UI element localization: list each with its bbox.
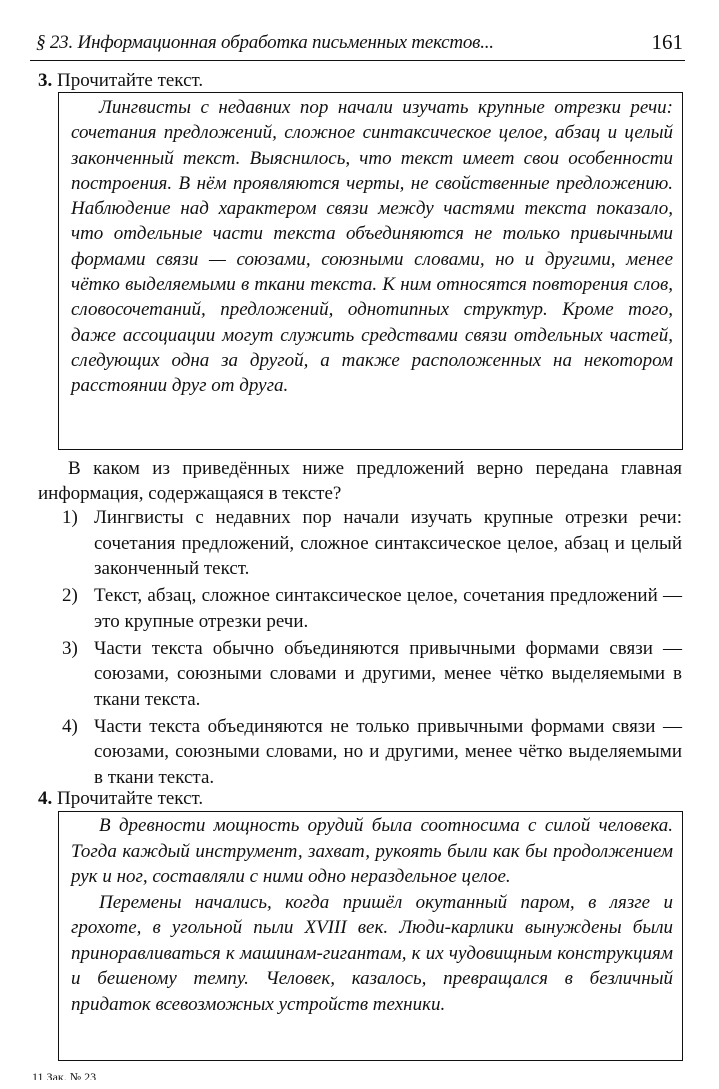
task-4-number: 4. (38, 788, 53, 809)
task-4-heading (38, 787, 203, 811)
task-3-instruction: Прочитайте текст. (57, 70, 204, 91)
task-4-passage-paragraph-1: В древности мощность орудий была соотносима с силой человека. Тогда каждый инструмент, захват, рукоять были как бы продолжением рук и ног, составляли с ними одно нераздельное целое. (71, 815, 673, 887)
running-head (30, 30, 685, 61)
printer-signature: 11 Зак. № 23 (32, 1070, 97, 1080)
answer-option-number: 1) (62, 507, 78, 528)
answer-option-text: Части текста обычно объединяются привычными формами связи — союзами, союзными словами и другими, менее чётко выделяемыми в ткани текста. (94, 637, 682, 710)
running-title: § 23. Информационная обработка письменных текстов... (36, 32, 494, 53)
task-4-instruction: Прочитайте текст. (57, 788, 204, 809)
answer-option-text: Лингвисты с недавних пор начали изучать крупные отрезки речи: сочетания предложений, сложное синтаксическое целое, абзац и целый законченный текст. (94, 507, 682, 579)
task-4-passage-paragraph-2: Перемены начались, когда пришёл окутанный паром, в лязге и грохоте, в угольной пыли XVIII век. Люди-карлики вынуждены были приноравливаться к машинам-гигантам, к их чудовищным конструкциям и бешеному темпу. Человек, казалось, превращался в безличный придаток всевозможных устройств техники. (71, 891, 673, 1015)
answer-option-4 (62, 714, 682, 791)
answer-option-number: 3) (62, 637, 78, 659)
task-3-passage-paragraph: Лингвисты с недавних пор начали изучать крупные отрезки речи: сочетания предложений, сложное синтаксическое целое, абзац и целый законченный текст. Выяснилось, что текст имеет свои особенности построения. В нём проявляются черты, не свойственные предложению. Наблюдение над характером связи между частями текста показало, что отдельные части текста объединяются не только привычными формами связи — союзами, союзными словами, но и другими, менее чётко выделяемыми в ткани текста. К ним относятся повторения слов, словосочетаний, предложений, однотипных структур. Кроме того, даже ассоциации могут служить средствами связи отдельных частей, следующих одна за другой, а также расположенных на некотором расстоянии друг от друга. (71, 97, 673, 397)
answer-option-text: Части текста объединяются не только привычными формами связи — союзами, союзными словами, но и другими, менее чётко выделяемыми в ткани текста. (94, 715, 682, 788)
task-3-number: 3. (38, 70, 53, 91)
task-3-passage-box (58, 92, 683, 450)
answer-option-text: Текст, абзац, сложное синтаксическое целое, сочетания предложений — это крупные отрезки речи. (94, 585, 682, 632)
task-3-heading (38, 69, 203, 93)
answer-options (62, 505, 682, 792)
answer-option-number: 2) (62, 585, 78, 606)
answer-option-2 (62, 583, 682, 634)
answer-option-1 (62, 505, 682, 582)
answer-option-3 (62, 636, 682, 713)
task-4-passage-box (58, 811, 683, 1061)
page-number: 161 (651, 30, 683, 54)
task-3-question: В каком из приведённых ниже предложений верно передана главная информация, содержащаяся в тексте? (38, 458, 682, 504)
answer-option-number: 4) (62, 715, 78, 737)
